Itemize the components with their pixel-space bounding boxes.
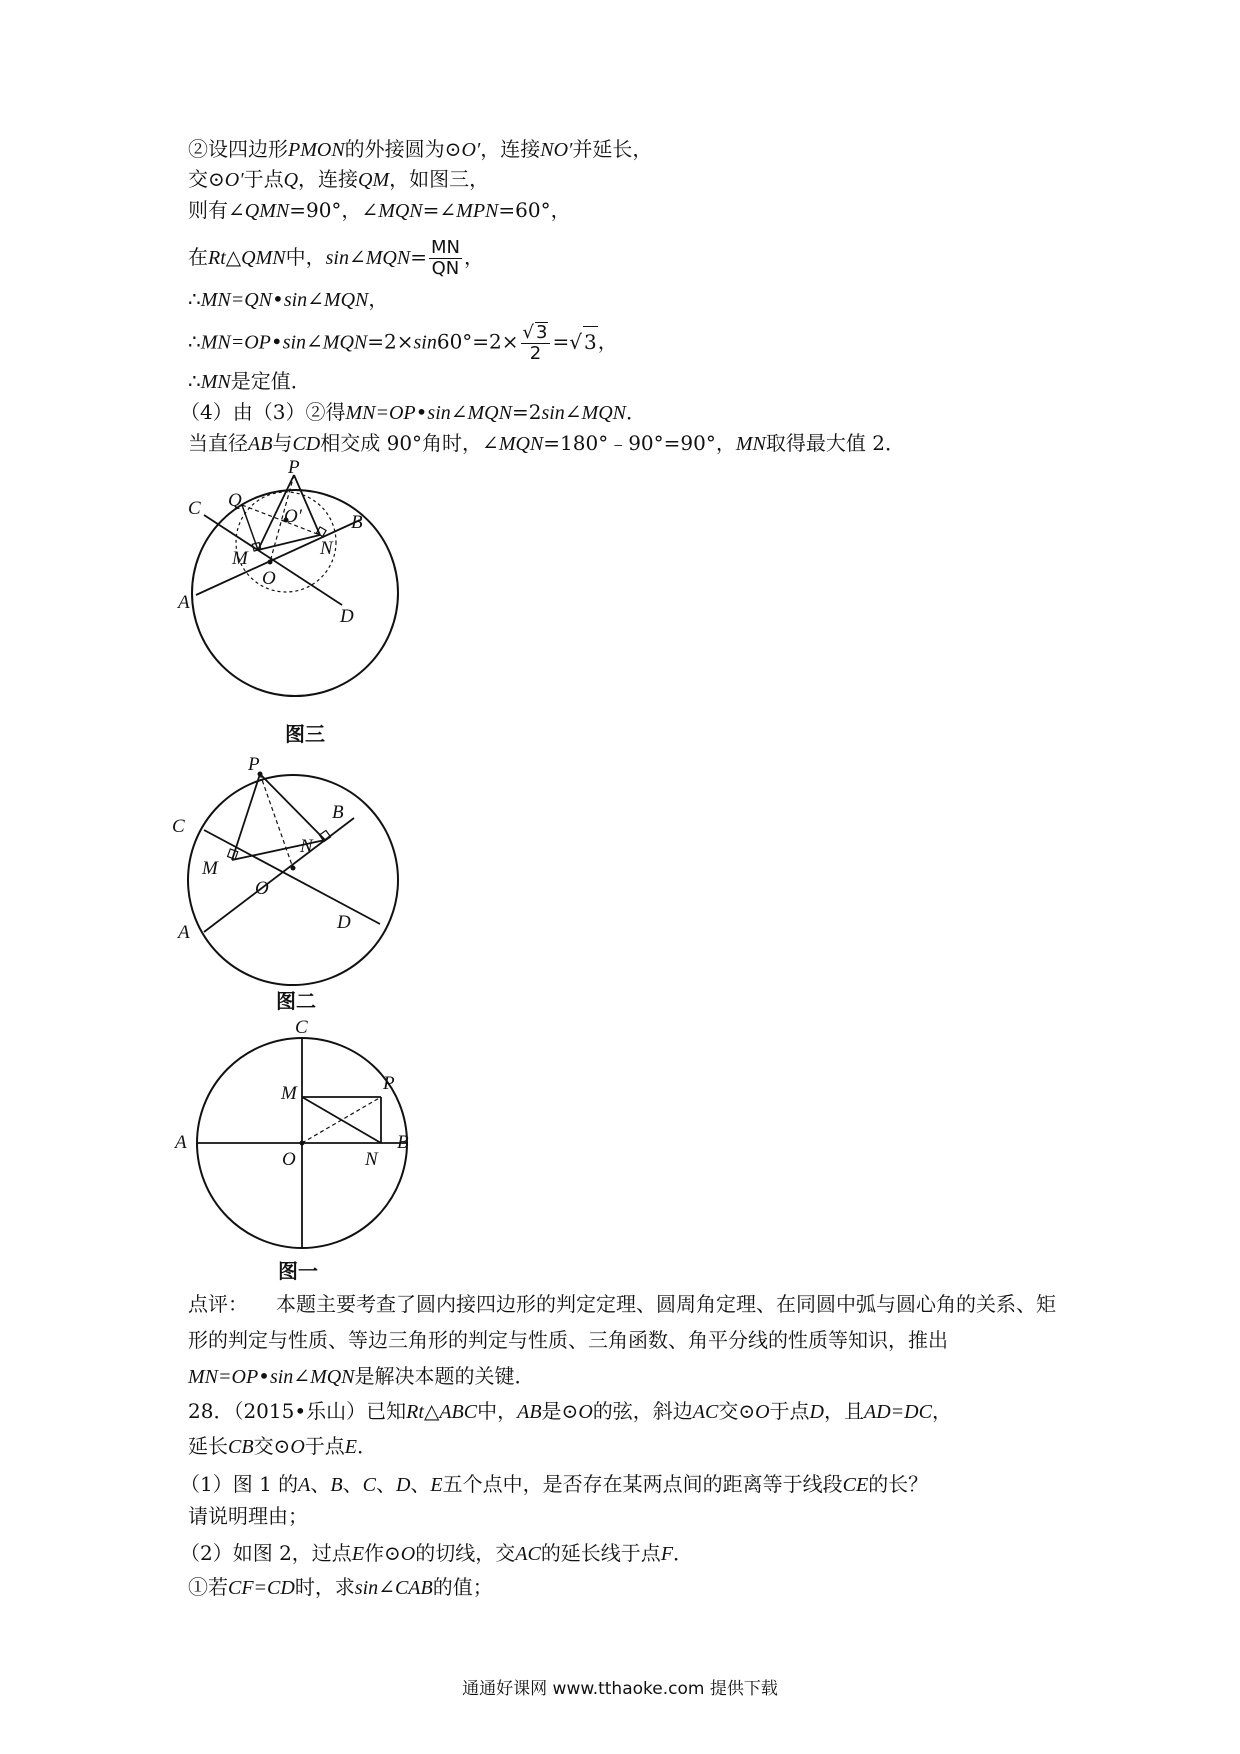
text: 相交成 90°角时，∠: [320, 431, 499, 455]
text: 的切线，交: [415, 1541, 516, 1565]
math: MN=OP: [188, 1366, 259, 1388]
text: ，: [931, 1399, 952, 1423]
text: 交⊙: [188, 167, 225, 191]
text: 作⊙: [364, 1541, 401, 1565]
text: ∠: [450, 400, 468, 424]
math: QMN: [244, 200, 290, 222]
fraction-mn-over-qn: [429, 238, 462, 279]
text: ，: [597, 329, 618, 354]
math: D: [395, 1474, 411, 1496]
page-footer: 通通好课网 www.tthaoke.com 提供下载: [462, 1679, 778, 1699]
label-n: N: [320, 538, 333, 559]
problem-28-line-4: [188, 1501, 1068, 1531]
label-o-prime: O′: [284, 506, 302, 527]
text: 60°=2×: [436, 329, 519, 354]
problem-28-line-6: [188, 1572, 1068, 1603]
line-cd: [204, 515, 342, 605]
line-ab: [204, 818, 354, 932]
math: QM: [358, 169, 390, 191]
text: =: [552, 329, 570, 354]
math: NO′: [540, 139, 573, 161]
text: ∴: [188, 369, 201, 393]
line-cd: [204, 830, 380, 924]
label-c: C: [188, 498, 201, 519]
text: ，连接: [480, 137, 541, 161]
problem-28-line-5: [180, 1538, 1060, 1569]
math: Rt: [208, 247, 226, 269]
solution-line-9: [188, 428, 1068, 459]
radicand: 3: [583, 326, 598, 357]
label-d: D: [340, 606, 354, 627]
math: MQN: [365, 247, 411, 269]
math: sin: [269, 1366, 294, 1388]
text: ∠: [378, 1575, 395, 1599]
math: Rt: [406, 1401, 424, 1423]
text: ∠: [293, 1364, 311, 1388]
label-o: O: [262, 568, 276, 589]
math: O′: [224, 169, 244, 191]
solution-line-8: [180, 397, 1060, 428]
text: 、: [410, 1472, 431, 1496]
text: 28．（2015•乐山）已知: [188, 1399, 407, 1423]
math: MN: [200, 371, 231, 393]
math: sin: [283, 289, 308, 311]
label-c: C: [172, 816, 185, 837]
text: 与: [272, 431, 293, 455]
problem-28-line-3: [180, 1469, 1060, 1500]
text: 本题主要考查了圆内接四边形的判定定理、圆周角定理、在同圆中弧与圆心角的关系、矩形的判定与性质、等边三角形的判定与性质、三角函数、角平分线的性质等知识，推出: [188, 1292, 1056, 1352]
text: ∠: [306, 329, 323, 354]
math: sin: [427, 402, 451, 424]
denominator: QN: [431, 258, 460, 279]
solution-line-6: [188, 322, 1068, 364]
text: 时，求: [294, 1575, 355, 1599]
text: 中，: [477, 1399, 518, 1423]
math: O: [755, 1401, 770, 1423]
text: ，: [368, 287, 389, 311]
radicand: 3: [536, 322, 548, 343]
math: CAB: [394, 1577, 433, 1599]
math: ABC: [439, 1401, 478, 1423]
figure-2-diagram: [172, 754, 440, 990]
text: ①若: [188, 1575, 228, 1599]
math: E: [430, 1474, 443, 1496]
solution-line-1: [188, 134, 1068, 165]
math: MQN: [323, 289, 369, 311]
math: CD: [292, 433, 321, 455]
label-m: M: [232, 548, 248, 569]
text: 的值；: [432, 1575, 493, 1599]
numerator: √ 3: [521, 322, 551, 344]
text: （2）如图 2，过点: [180, 1541, 352, 1565]
label-a: A: [175, 1132, 187, 1153]
center-o-dot: [291, 866, 296, 871]
text: ．: [357, 1434, 377, 1458]
text: ∠: [348, 245, 366, 269]
label-a: A: [178, 592, 190, 613]
text: =60°，: [498, 198, 571, 222]
text: ，如图三，: [389, 167, 490, 191]
math: AB: [248, 433, 273, 455]
text: 的外接圆为⊙: [344, 137, 462, 161]
text: ∠: [307, 287, 324, 311]
text: 交⊙: [253, 1434, 291, 1458]
text: 于点: [769, 1399, 810, 1423]
math: O′: [461, 139, 481, 161]
solution-line-7: [188, 366, 1068, 397]
text: =2: [511, 400, 542, 424]
text: =∠: [422, 198, 457, 222]
text: =90°，∠: [289, 198, 379, 222]
figure-3-caption: 图三: [285, 722, 325, 746]
label-d: D: [337, 912, 351, 933]
problem-28-line-1: [188, 1396, 1068, 1427]
math: sin: [413, 331, 437, 354]
label-o: O: [282, 1149, 296, 1170]
text: 则有∠: [188, 198, 245, 222]
math: CF=CD: [228, 1577, 295, 1599]
text: 在: [188, 245, 208, 269]
label-p: P: [248, 754, 260, 775]
label-n: N: [365, 1149, 378, 1170]
center-o-dot: [300, 1141, 305, 1146]
math: B: [330, 1474, 343, 1496]
math: MN: [735, 433, 766, 455]
label-o: O: [255, 878, 269, 899]
math: Q: [283, 169, 299, 191]
math: O: [578, 1401, 593, 1423]
text: •: [258, 1364, 270, 1388]
figure-2: [172, 754, 440, 990]
sqrt-value: √ 3: [569, 330, 597, 354]
text: ．: [626, 400, 647, 424]
math: CB: [228, 1436, 254, 1458]
figure-1-diagram: [175, 1017, 425, 1255]
math: O: [400, 1543, 416, 1565]
label-b: B: [332, 802, 344, 823]
text: =: [410, 245, 427, 269]
text: 是⊙: [541, 1399, 579, 1423]
text: 于点: [243, 167, 284, 191]
text: ．: [673, 1541, 694, 1565]
text: •: [270, 329, 283, 354]
label-n: N: [300, 836, 313, 857]
text: 的长？: [868, 1472, 929, 1496]
text: △: [423, 1399, 440, 1423]
label-b: B: [351, 512, 363, 533]
text: 五个点中，是否存在某两点间的距离等于线段: [442, 1472, 843, 1496]
text: （4）由（3）②得: [180, 400, 346, 424]
math: PMON: [288, 139, 345, 161]
math: AD=DC: [864, 1401, 932, 1423]
figure-2-caption: 图二: [276, 989, 316, 1013]
math: sin: [325, 247, 349, 269]
math: E: [351, 1543, 365, 1565]
math: A: [298, 1474, 311, 1496]
math: MQN: [378, 200, 423, 222]
math: sin: [541, 402, 565, 424]
text: ∠: [564, 400, 582, 424]
text: =180°﹣90°=90°，: [543, 431, 736, 455]
text: ②设四边形: [188, 137, 288, 161]
text: 于点: [304, 1434, 345, 1458]
denominator: 2: [529, 343, 542, 364]
comment-label: 点评：: [188, 1292, 248, 1316]
label-p: P: [288, 457, 300, 478]
math: AC: [692, 1401, 719, 1423]
solution-line-2: [188, 164, 1068, 195]
math: sin: [282, 331, 307, 354]
text: ，连接: [298, 167, 359, 191]
math: D: [809, 1401, 824, 1423]
math: QMN: [241, 247, 286, 269]
center-o-dot: [268, 560, 273, 565]
solution-line-3: [188, 195, 1068, 226]
math: MN=OP: [200, 331, 271, 354]
figure-3: [178, 457, 440, 710]
problem-28-line-2: [188, 1431, 1068, 1462]
math: CE: [842, 1474, 869, 1496]
text: 当直径: [188, 431, 248, 455]
math: MN=OP: [345, 402, 416, 424]
figure-1-caption: 图一: [278, 1259, 318, 1283]
text: 取得最大值 2．: [765, 431, 905, 455]
math: C: [362, 1474, 376, 1496]
text: ∴: [188, 329, 201, 354]
math: E: [344, 1436, 357, 1458]
solution-line-4: [188, 238, 1068, 279]
math: MQN: [310, 1366, 355, 1388]
math: MQN: [581, 402, 627, 424]
label-c: C: [295, 1017, 308, 1038]
text: •: [415, 400, 428, 424]
line-po: [260, 774, 293, 868]
math: O: [290, 1436, 305, 1458]
text: 并延长，: [572, 137, 653, 161]
text: ，且: [824, 1399, 864, 1423]
fraction-sqrt3-over-2: [521, 322, 551, 364]
math: MN=QN: [200, 289, 273, 311]
math: AC: [515, 1543, 541, 1565]
math: MQN: [498, 433, 544, 455]
figure-3-diagram: [178, 457, 440, 710]
text: △: [225, 245, 242, 269]
text: 、: [310, 1472, 331, 1496]
text: 的弦，斜边: [592, 1399, 693, 1423]
label-b: B: [397, 1132, 409, 1153]
text: ∴: [188, 287, 201, 311]
solution-line-5: [188, 284, 1068, 315]
label-m: M: [202, 858, 218, 879]
line-pn: [260, 774, 325, 840]
text: 、: [342, 1472, 363, 1496]
math: sin: [354, 1577, 379, 1599]
text: 请说明理由；: [188, 1504, 308, 1528]
math: MQN: [322, 331, 368, 354]
text: 、: [375, 1472, 396, 1496]
math: MPN: [456, 200, 499, 222]
text: 是解决本题的关键．: [354, 1364, 535, 1388]
text: 是定值．: [230, 369, 311, 393]
text: 延长: [188, 1434, 228, 1458]
label-q: Q: [228, 490, 242, 511]
text: =2×: [367, 329, 414, 354]
text: 的延长线于点: [540, 1541, 661, 1565]
label-m: M: [281, 1083, 297, 1104]
text: •: [272, 287, 284, 311]
label-p: P: [383, 1073, 395, 1094]
math: AB: [517, 1401, 542, 1423]
text: 交⊙: [718, 1399, 756, 1423]
label-a: A: [178, 922, 190, 943]
math: F: [660, 1543, 674, 1565]
text: ，: [463, 245, 484, 269]
numerator: MN: [430, 237, 460, 258]
math: MQN: [467, 402, 512, 424]
figure-1: [175, 1017, 425, 1255]
comment-paragraph: [188, 1286, 1068, 1395]
text: （1）图 1 的: [180, 1472, 299, 1496]
text: 中，: [285, 245, 326, 269]
